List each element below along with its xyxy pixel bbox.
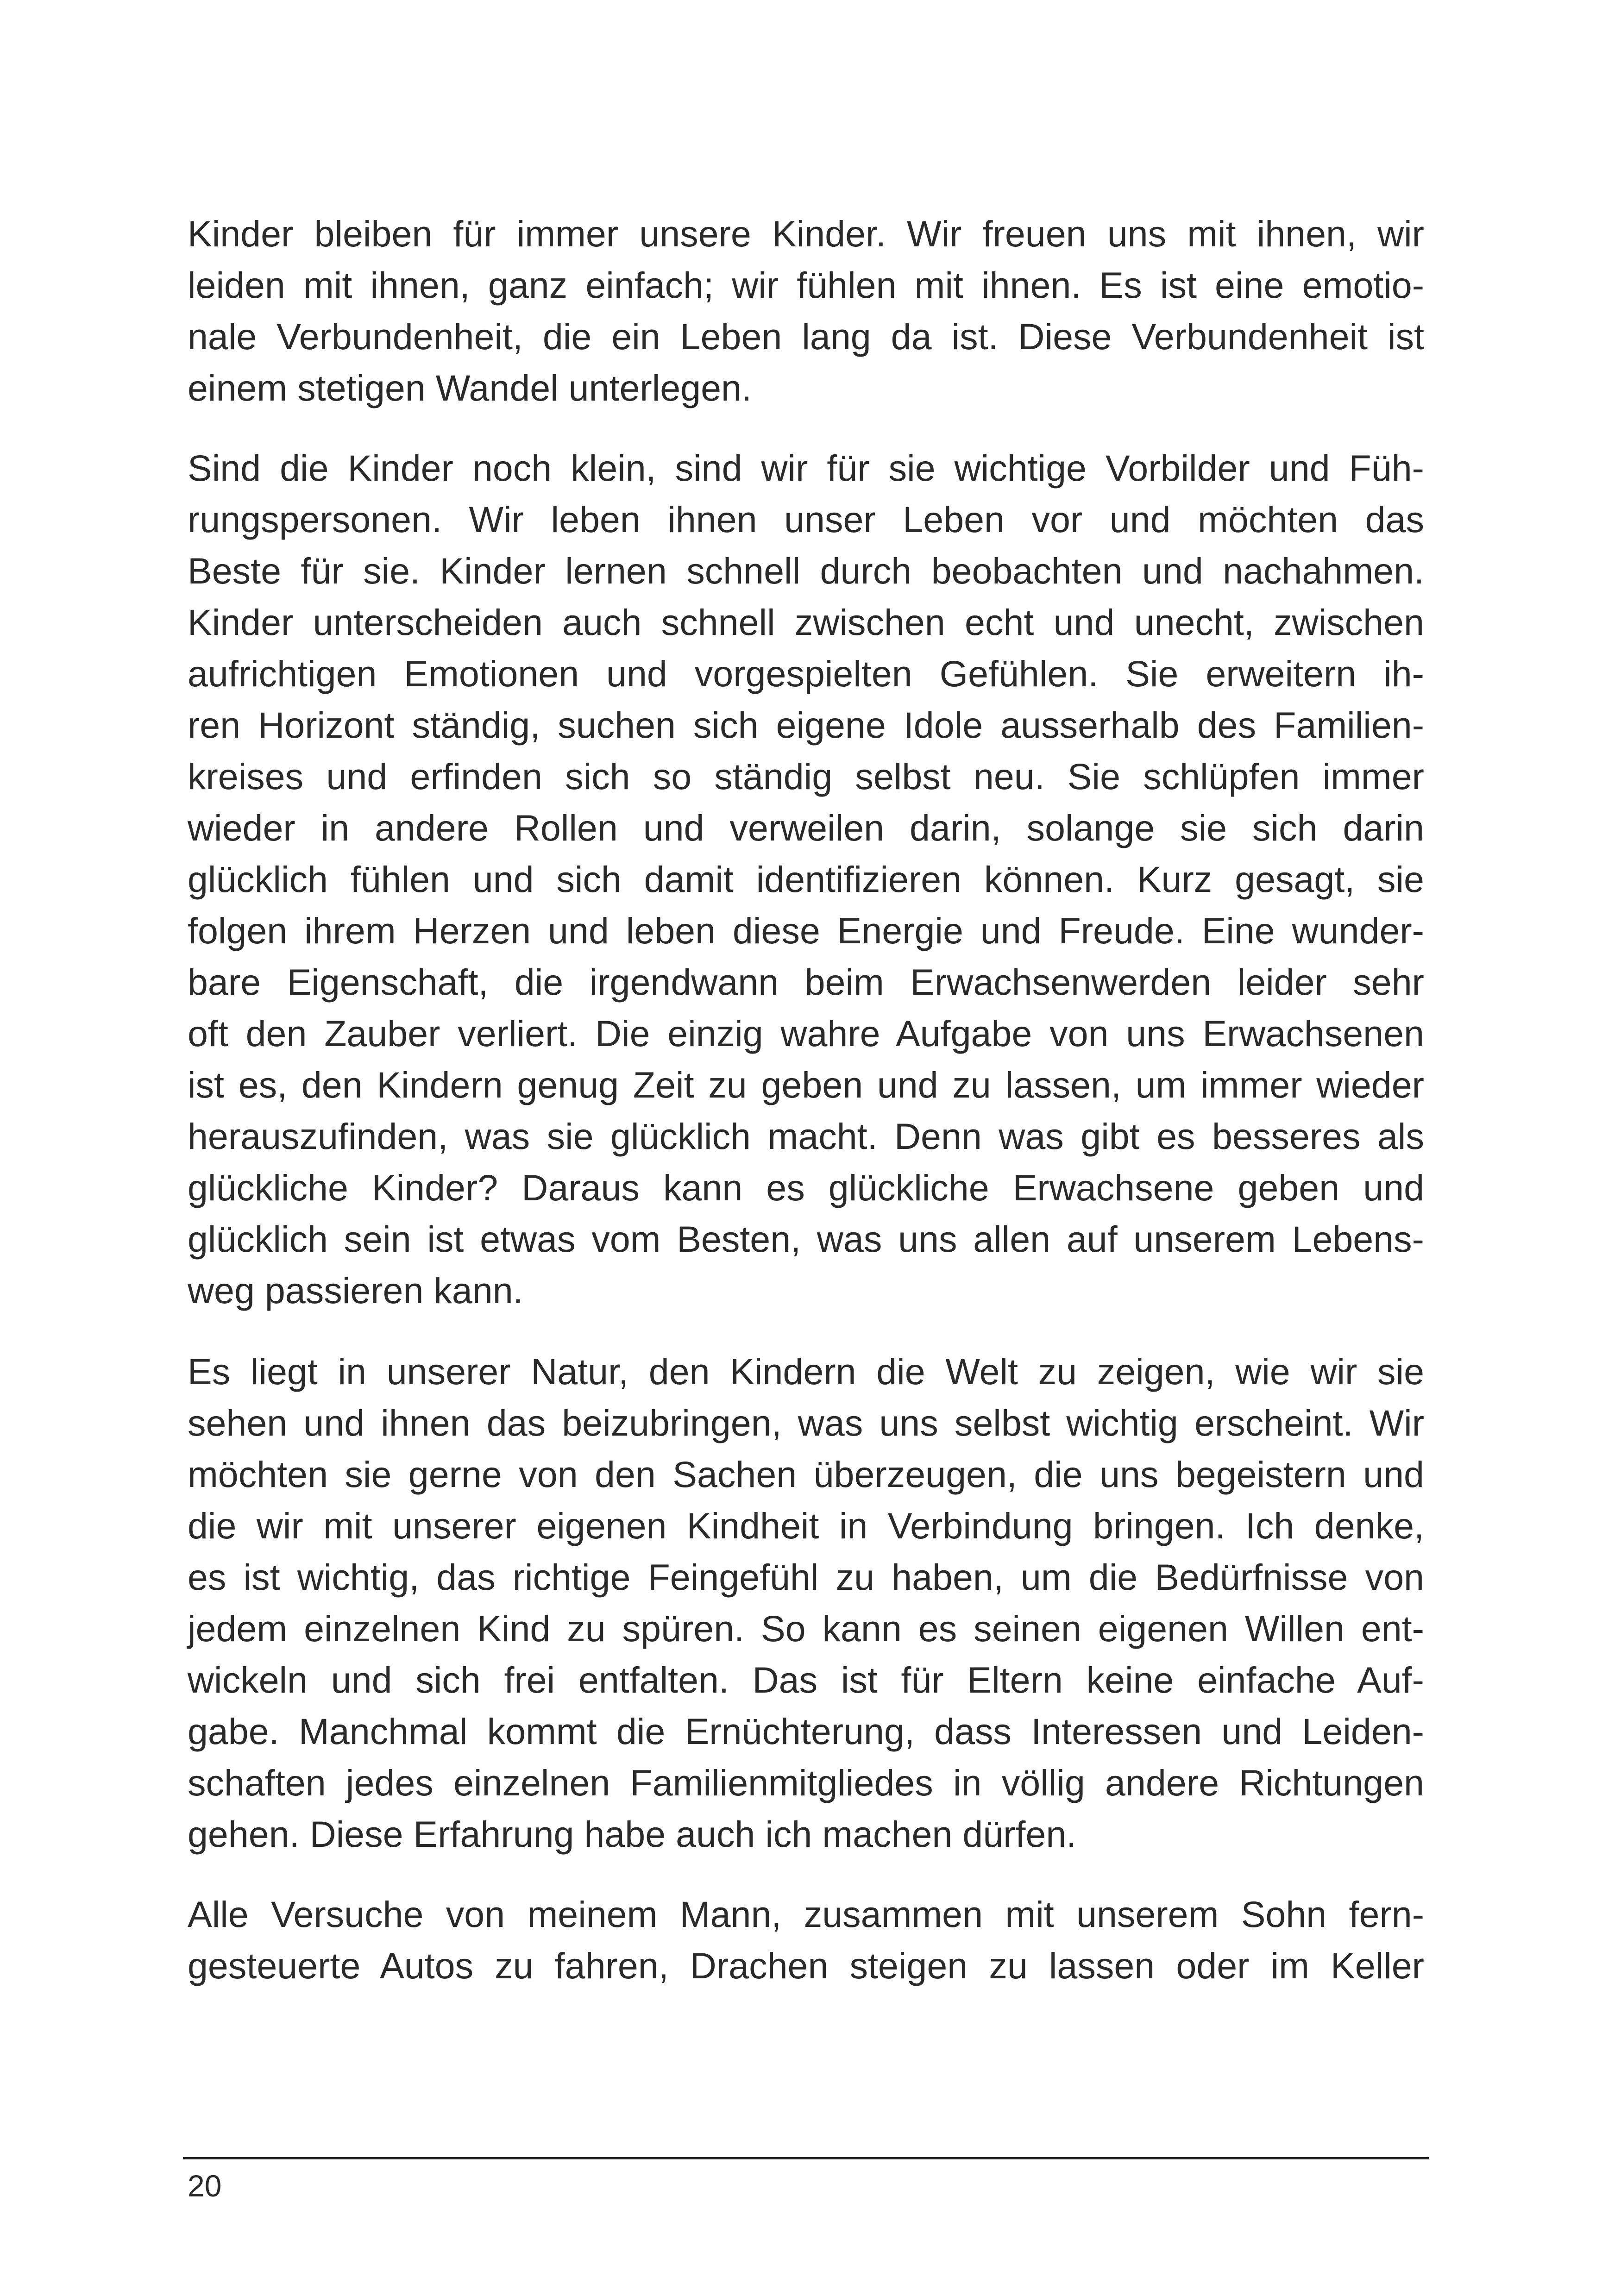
text-line: oft den Zauber verliert. Die einzig wahre Aufgabe von uns Erwachsenen	[188, 1013, 1424, 1054]
paragraph-2	[188, 442, 1424, 1316]
text-line: wickeln und sich frei entfalten. Das ist für Eltern keine einfache Auf-	[188, 1659, 1424, 1700]
footer-rule	[183, 2157, 1429, 2159]
text-line: wieder in andere Rollen und verweilen darin, solange sie sich darin	[188, 807, 1424, 848]
text-line: ist es, den Kindern genug Zeit zu geben und zu lassen, um immer wieder	[188, 1064, 1424, 1105]
text-line: ren Horizont ständig, suchen sich eigene Idole ausserhalb des Familien-	[188, 704, 1424, 746]
text-line: glückliche Kinder? Daraus kann es glückliche Erwachsene geben und	[188, 1167, 1424, 1208]
text-line: einem stetigen Wandel unterlegen.	[188, 367, 752, 408]
text-line: sehen und ihnen das beizubringen, was uns selbst wichtig erscheint. Wir	[188, 1402, 1424, 1443]
text-line: kreises und erfinden sich so ständig selbst neu. Sie schlüpfen immer	[188, 756, 1424, 797]
page-number: 20	[188, 2169, 222, 2203]
text-line: Alle Versuche von meinem Mann, zusammen mit unserem Sohn fern-	[188, 1894, 1424, 1935]
text-line: weg passieren kann.	[188, 1270, 523, 1311]
text-line: nale Verbundenheit, die ein Leben lang da ist. Diese Verbundenheit ist	[188, 316, 1424, 357]
text-line: Beste für sie. Kinder lernen schnell durch beobachten und nachahmen.	[188, 550, 1424, 591]
text-line: leiden mit ihnen, ganz einfach; wir fühlen mit ihnen. Es ist eine emotio-	[188, 264, 1424, 306]
text-line: gesteuerte Autos zu fahren, Drachen steigen zu lassen oder im Keller	[188, 1945, 1424, 1986]
paragraph-1	[188, 208, 1424, 414]
text-line: glücklich fühlen und sich damit identifizieren können. Kurz gesagt, sie	[188, 859, 1424, 900]
text-line: bare Eigenschaft, die irgendwann beim Erwachsenwerden leider sehr	[188, 961, 1424, 1003]
text-line: schaften jedes einzelnen Familienmitgliedes in völlig andere Richtungen	[188, 1762, 1424, 1803]
text-line: glücklich sein ist etwas vom Besten, was uns allen auf unserem Lebens-	[188, 1218, 1424, 1260]
text-line: aufrichtigen Emotionen und vorgespielten Gefühlen. Sie erweitern ih-	[188, 653, 1424, 694]
text-line: gehen. Diese Erfahrung habe auch ich machen dürfen.	[188, 1813, 1077, 1855]
text-line: es ist wichtig, das richtige Feingefühl zu haben, um die Bedürfnisse von	[188, 1556, 1424, 1598]
paragraph-3	[188, 1346, 1424, 1860]
paragraph-4	[188, 1888, 1424, 1991]
text-line: herauszufinden, was sie glücklich macht. Denn was gibt es besseres als	[188, 1116, 1424, 1157]
text-line: Es liegt in unserer Natur, den Kindern die Welt zu zeigen, wie wir sie	[188, 1351, 1424, 1392]
text-line: folgen ihrem Herzen und leben diese Energie und Freude. Eine wunder-	[188, 910, 1424, 951]
text-line: rungspersonen. Wir leben ihnen unser Leben vor und möchten das	[188, 499, 1424, 540]
text-line: möchten sie gerne von den Sachen überzeugen, die uns begeistern und	[188, 1454, 1424, 1495]
text-line: Kinder unterscheiden auch schnell zwischen echt und unecht, zwischen	[188, 602, 1424, 643]
text-line: die wir mit unserer eigenen Kindheit in Verbindung bringen. Ich denke,	[188, 1505, 1424, 1546]
text-line: jedem einzelnen Kind zu spüren. So kann es seinen eigenen Willen ent-	[188, 1608, 1424, 1649]
text-line: Sind die Kinder noch klein, sind wir für sie wichtige Vorbilder und Füh-	[188, 447, 1424, 489]
text-line: gabe. Manchmal kommt die Ernüchterung, dass Interessen und Leiden-	[188, 1711, 1424, 1752]
text-line: Kinder bleiben für immer unsere Kinder. Wir freuen uns mit ihnen, wir	[188, 213, 1424, 254]
